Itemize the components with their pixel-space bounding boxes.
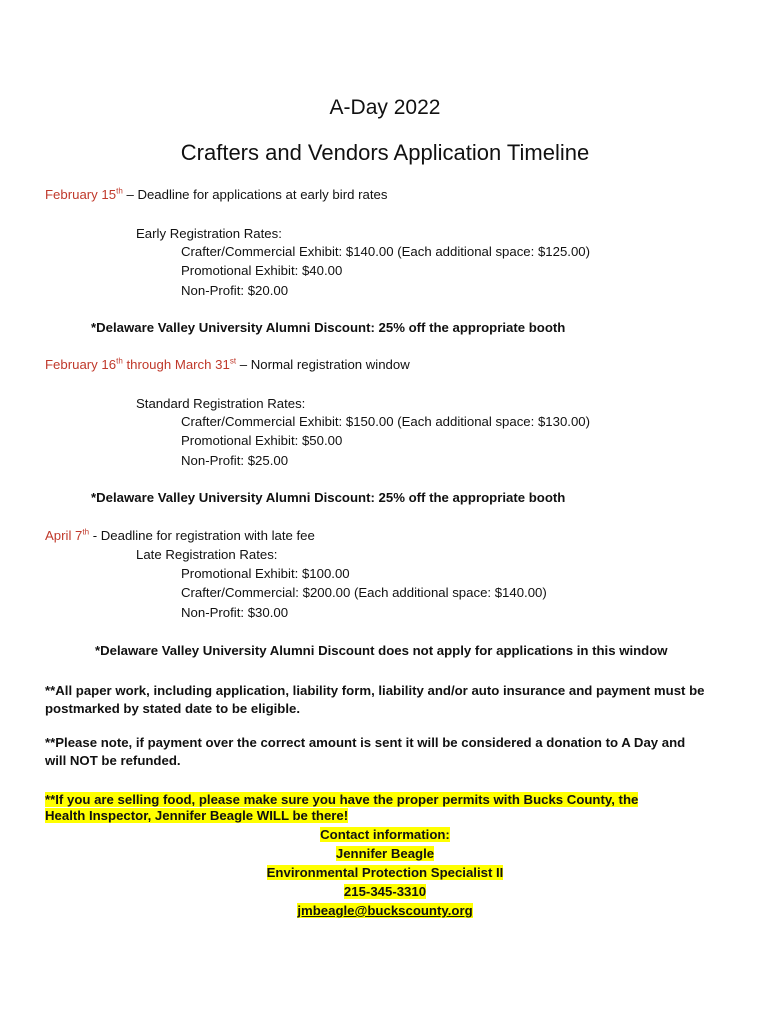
standard-rate-promotional: Promotional Exhibit: $50.00 <box>181 433 343 448</box>
paperwork-note-line1: **All paper work, including application, liability form, liability and/or auto insurance and payment must be <box>45 683 705 698</box>
late-rate-crafter: Crafter/Commercial: $200.00 (Each additional space: $140.00) <box>181 585 547 600</box>
document-title: Crafters and Vendors Application Timeline <box>180 140 590 165</box>
standard-rate-crafter: Crafter/Commercial Exhibit: $150.00 (Each additional space: $130.00) <box>181 414 591 429</box>
late-deadline-text: - Deadline for registration with late fee <box>89 528 315 543</box>
contact-email-row <box>0 903 770 919</box>
contact-name: Jennifer Beagle <box>335 846 435 861</box>
contact-email-link[interactable]: jmbeagle@buckscounty.org <box>297 903 473 918</box>
late-rates-header: Late Registration Rates: <box>136 547 278 562</box>
normal-dates: February 16th through March 31st <box>45 356 237 372</box>
contact-header: Contact information: <box>320 827 450 842</box>
early-rate-promotional: Promotional Exhibit: $40.00 <box>181 263 343 278</box>
food-note-line2: Health Inspector, Jennifer Beagle WILL be there! <box>45 808 349 823</box>
payment-note-line1: **Please note, if payment over the correct amount is sent it will be considered a donation to A Day and <box>45 735 686 750</box>
contact-role: Environmental Protection Specialist II <box>266 865 504 880</box>
payment-note-line2: will NOT be refunded. <box>45 753 181 768</box>
early-rates-header: Early Registration Rates: <box>136 226 282 241</box>
early-deadline-text: – Deadline for applications at early bird rates <box>122 187 388 202</box>
contact-phone: 215-345-3310 <box>343 884 427 899</box>
food-note-line1: **If you are selling food, please make sure you have the proper permits with Bucks County, the <box>45 792 639 807</box>
normal-window-text: – Normal registration window <box>236 357 410 372</box>
normal-alumni-discount: *Delaware Valley University Alumni Discount: 25% off the appropriate booth <box>91 490 566 505</box>
late-alumni-discount: *Delaware Valley University Alumni Discount does not apply for applications in this window <box>95 643 668 658</box>
standard-rates-header: Standard Registration Rates: <box>136 396 306 411</box>
early-rate-nonprofit: Non-Profit: $20.00 <box>181 283 289 298</box>
standard-rate-nonprofit: Non-Profit: $25.00 <box>181 453 289 468</box>
late-rate-nonprofit: Non-Profit: $30.00 <box>181 605 289 620</box>
early-alumni-discount: *Delaware Valley University Alumni Discount: 25% off the appropriate booth <box>91 320 566 335</box>
paperwork-note-line2: postmarked by stated date to be eligible. <box>45 701 301 716</box>
normal-window-line <box>45 357 410 373</box>
early-deadline-line <box>45 187 387 203</box>
late-date: April 7th <box>45 527 90 543</box>
late-deadline-line <box>45 528 315 544</box>
early-rate-crafter: Crafter/Commercial Exhibit: $140.00 (Each additional space: $125.00) <box>181 244 591 259</box>
event-title: A-Day 2022 <box>329 96 441 119</box>
early-date: February 15th <box>45 186 123 202</box>
late-rate-promotional: Promotional Exhibit: $100.00 <box>181 566 350 581</box>
